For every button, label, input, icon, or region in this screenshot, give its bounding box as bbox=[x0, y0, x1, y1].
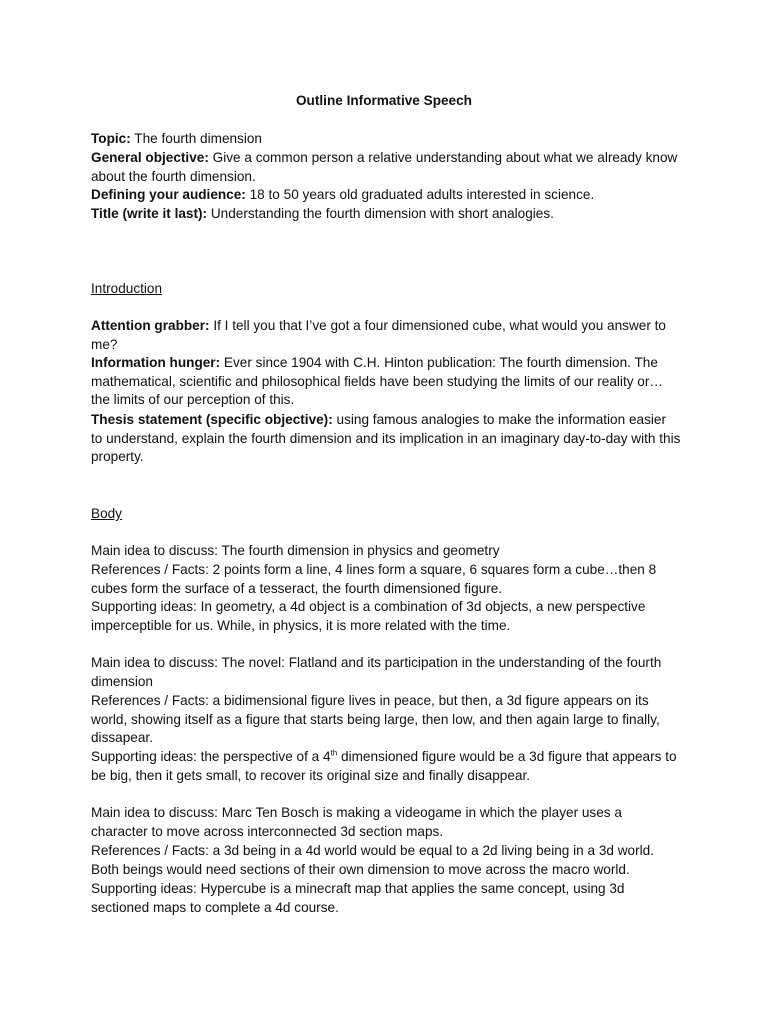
thesis-statement-label: Thesis statement (specific objective): bbox=[91, 412, 333, 427]
block2-support-pre: Supporting ideas: the perspective of a 4 bbox=[91, 749, 331, 764]
audience-value: 18 to 50 years old graduated adults interested in science. bbox=[245, 187, 595, 202]
introduction-heading: Introduction bbox=[91, 281, 163, 296]
attention-grabber-value: If I tell you that I’ve got a four dimensioned cube, what would you answer to me? bbox=[91, 318, 666, 352]
block2-main-idea: Main idea to discuss: The novel: Flatland and its participation in the understanding of the fourth dimension bbox=[91, 655, 662, 689]
general-objective-line bbox=[91, 149, 681, 186]
block1-references: References / Facts: 2 points form a line, 4 lines form a square, 6 squares form a cube…then 8 cubes form the surface of a tesseract, the fourth dimensioned figure. bbox=[91, 562, 657, 596]
block1-main-idea: Main idea to discuss: The fourth dimension in physics and geometry bbox=[91, 543, 500, 558]
block2-support-sup: th bbox=[330, 748, 338, 758]
topic-value: The fourth dimension bbox=[130, 131, 262, 146]
attention-grabber-line bbox=[91, 317, 681, 354]
general-objective-label: General objective: bbox=[91, 150, 209, 165]
block3-references: References / Facts: a 3d being in a 4d world would be equal to a 2d living being in a 3d world. Both beings would need sections of their own dimension to move across the macro world. bbox=[91, 843, 654, 877]
speech-title-label: Title (write it last): bbox=[91, 206, 208, 221]
audience-label: Defining your audience: bbox=[91, 187, 246, 202]
block2-supporting-ideas bbox=[91, 748, 681, 785]
general-objective-value: Give a common person a relative understanding about what we already know about the fourth dimension. bbox=[91, 150, 678, 184]
body-heading: Body bbox=[91, 506, 122, 521]
topic-label: Topic: bbox=[91, 131, 131, 146]
block3-main-idea: Main idea to discuss: Marc Ten Bosch is making a videogame in which the player uses a character to move across interconnected 3d section maps. bbox=[91, 805, 622, 839]
document-title: Outline Informative Speech bbox=[295, 93, 472, 108]
thesis-statement-value: using famous analogies to make the information easier to understand, explain the fourth dimension and its implication in an imaginary day-to-day with this property. bbox=[91, 412, 681, 465]
block1-supporting-ideas: Supporting ideas: In geometry, a 4d object is a combination of 3d objects, a new perspective imperceptible for us. While, in physics, it is more related with the time. bbox=[91, 599, 646, 633]
information-hunger-value: Ever since 1904 with C.H. Hinton publication: The fourth dimension. The mathematical, scientific and philosophical fields have been studying the limits of our reality or… the limits of our perception of this. bbox=[91, 355, 663, 408]
block2-references: References / Facts: a bidimensional figure lives in peace, but then, a 3d figure appears on its world, showing itself as a figure that starts being large, then low, and then again large to finally, dissapear. bbox=[91, 693, 660, 746]
topic-line bbox=[91, 130, 681, 149]
block3-supporting-ideas: Supporting ideas: Hypercube is a minecraft map that applies the same concept, using 3d sectioned maps to complete a 4d course. bbox=[91, 881, 625, 915]
attention-grabber-label: Attention grabber: bbox=[91, 318, 210, 333]
audience-line bbox=[91, 186, 681, 205]
information-hunger-line bbox=[91, 354, 681, 410]
information-hunger-label: Information hunger: bbox=[91, 355, 221, 370]
speech-title-value: Understanding the fourth dimension with short analogies. bbox=[207, 206, 554, 221]
block2-support-post: dimensioned figure would be a 3d figure that appears to be big, then it gets small, to recover its original size and finally disappear. bbox=[91, 749, 677, 783]
thesis-statement-line bbox=[91, 411, 681, 467]
speech-title-line bbox=[91, 205, 681, 224]
